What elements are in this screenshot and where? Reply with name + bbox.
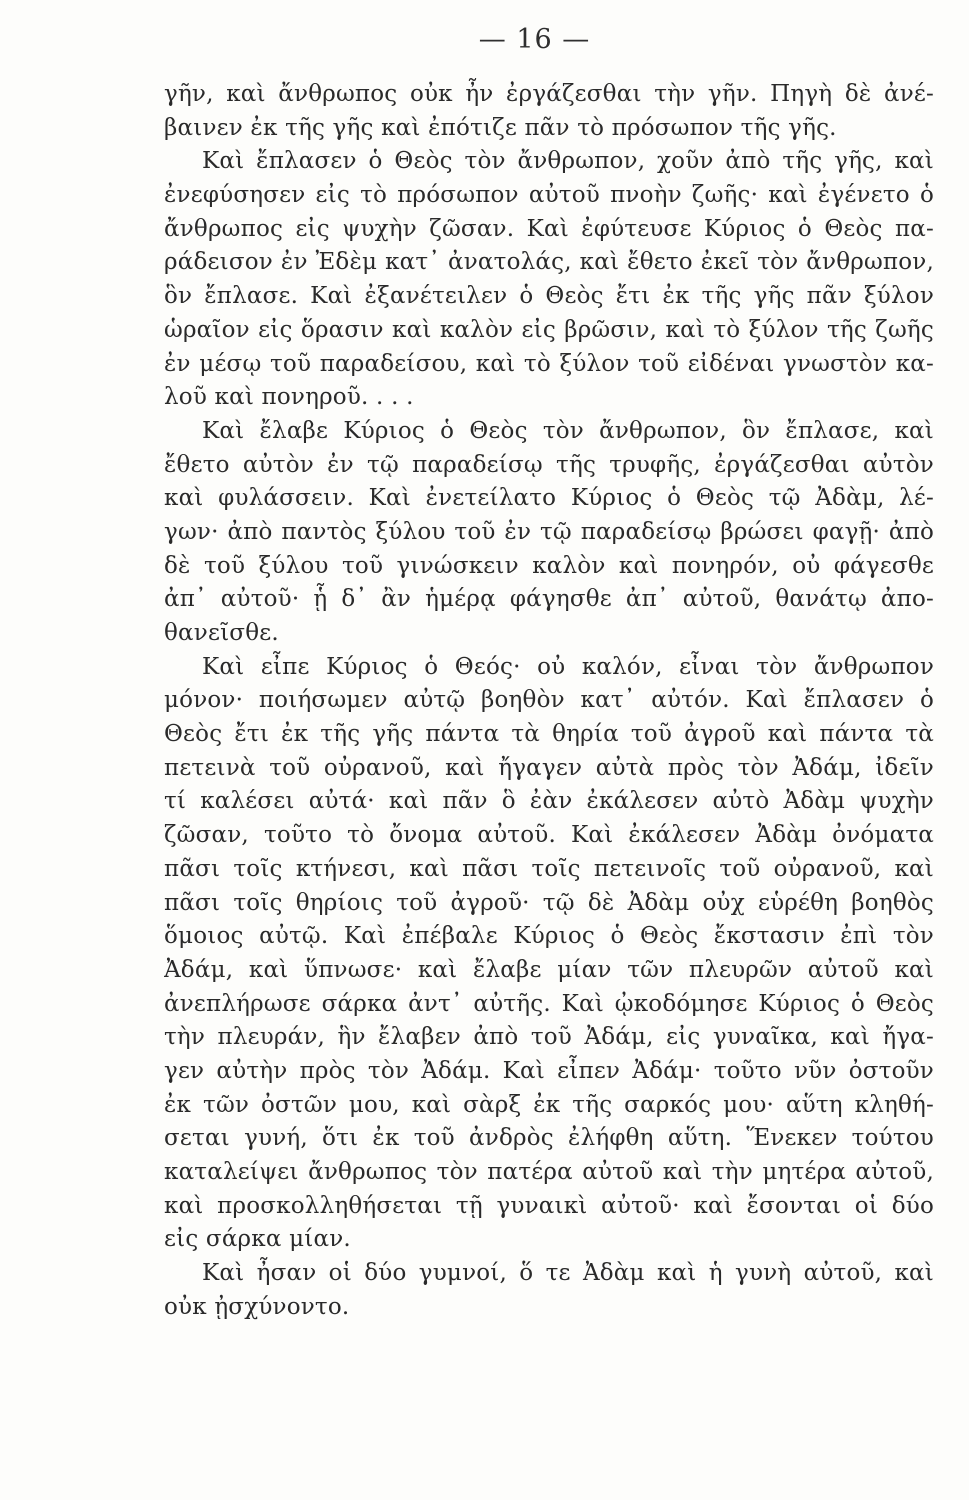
text-line: Καὶ ἦσαν οἱ δύο γυμνοί, ὅ τε Ἀδὰμ καὶ ἡ γυνὴ αὐτοῦ, καὶ bbox=[202, 1260, 934, 1287]
text-line: καταλείψει ἄνθρωπος τὸν πατέρα αὐτοῦ καὶ τὴν μητέρα αὐτοῦ, bbox=[164, 1159, 934, 1185]
text-line: τί καλέσει αὐτά· καὶ πᾶν ὃ ἐὰν ἐκάλεσεν αὐτὸ Ἀδὰμ ψυχὴν bbox=[164, 788, 934, 815]
text-line: πᾶσι τοῖς κτήνεσι, καὶ πᾶσι τοῖς πετεινοῖς τοῦ οὐρανοῦ, καὶ bbox=[164, 855, 934, 882]
text-line: γεν αὐτὴν πρὸς τὸν Ἀδάμ. Καὶ εἶπεν Ἀδάμ· τοῦτο νῦν ὀστοῦν bbox=[164, 1057, 934, 1084]
text-line: ἐνεφύσησεν εἰς τὸ πρόσωπον αὐτοῦ πνοὴν ζωῆς· καὶ ἐγένετο ὁ bbox=[164, 182, 934, 209]
text-line: ἀπ᾿ αὐτοῦ· ᾗ δ᾿ ἂν ἡμέρᾳ φάγησθε ἀπ᾿ αὐτοῦ, θανάτῳ ἀπο- bbox=[164, 586, 934, 613]
text-line: καὶ φυλάσσειν. Καὶ ἐνετείλατο Κύριος ὁ Θεὸς τῷ Ἀδὰμ, λέ- bbox=[164, 485, 934, 512]
text-line: ἔθετο αὐτὸν ἐν τῷ παραδείσῳ τῆς τρυφῆς, ἐργάζεσθαι αὐτὸν bbox=[164, 451, 934, 478]
text-line: ράδεισον ἐν Ἐδὲμ κατ᾿ ἀνατολάς, καὶ ἔθετο ἐκεῖ τὸν ἄνθρωπον, bbox=[164, 249, 934, 276]
text-line: θανεῖσθε. bbox=[164, 620, 279, 646]
text-line: Θεὸς ἔτι ἐκ τῆς γῆς πάντα τὰ θηρία τοῦ ἀγροῦ καὶ πάντα τὰ bbox=[164, 721, 934, 748]
text-line: ὃν ἔπλασε. Καὶ ἐξανέτειλεν ὁ Θεὸς ἔτι ἐκ τῆς γῆς πᾶν ξύλον bbox=[164, 283, 934, 310]
text-line: λοῦ καὶ πονηροῦ. . . . bbox=[164, 384, 414, 411]
text-line: καὶ προσκολληθήσεται τῇ γυναικὶ αὐτοῦ· καὶ ἔσονται οἱ δύο bbox=[164, 1192, 934, 1219]
text-line: Καὶ ἔπλασεν ὁ Θεὸς τὸν ἄνθρωπον, χοῦν ἀπὸ τῆς γῆς, καὶ bbox=[202, 148, 934, 175]
text-line: πετεινὰ τοῦ οὐρανοῦ, καὶ ἤγαγεν αὐτὰ πρὸς τὸν Ἀδάμ, ἰδεῖν bbox=[164, 754, 934, 781]
page-number: — 16 — bbox=[478, 24, 591, 55]
text-line: μόνον· ποιήσωμεν αὐτῷ βοηθὸν κατ᾿ αὐτόν. Καὶ ἔπλασεν ὁ bbox=[164, 687, 934, 714]
text-line: ὅμοιος αὐτῷ. Καὶ ἐπέβαλε Κύριος ὁ Θεὸς ἔκστασιν ἐπὶ τὸν bbox=[164, 923, 934, 950]
text-line: ὡραῖον εἰς ὅρασιν καὶ καλὸν εἰς βρῶσιν, καὶ τὸ ξύλον τῆς ζωῆς bbox=[164, 316, 934, 343]
text-line: γων· ἀπὸ παντὸς ξύλου τοῦ ἐν τῷ παραδείσῳ βρώσει φαγῇ· ἀπὸ bbox=[164, 518, 934, 545]
text-line: γῆν, καὶ ἄνθρωπος οὐκ ἦν ἐργάζεσθαι τὴν γῆν. Πηγὴ δὲ ἀνέ- bbox=[164, 81, 934, 107]
text-line: εἰς σάρκα μίαν. bbox=[164, 1226, 351, 1253]
page-body-text bbox=[164, 78, 934, 1324]
text-line: δὲ τοῦ ξύλου τοῦ γινώσκειν καλὸν καὶ πονηρόν, οὐ φάγεσθε bbox=[164, 552, 934, 579]
text-line: Καὶ εἶπε Κύριος ὁ Θεός· οὐ καλόν, εἶναι τὸν ἄνθρωπον bbox=[202, 653, 934, 680]
text-line: ἀνεπλήρωσε σάρκα ἀντ᾿ αὐτῆς. Καὶ ᾠκοδόμησε Κύριος ὁ Θεὸς bbox=[164, 990, 934, 1017]
text-line: ἐν μέσῳ τοῦ παραδείσου, καὶ τὸ ξύλον τοῦ εἰδέναι γνωστὸν κα- bbox=[164, 350, 934, 377]
text-line: οὐκ ᾐσχύνοντο. bbox=[164, 1293, 350, 1320]
text-line: τὴν πλευράν, ἣν ἔλαβεν ἀπὸ τοῦ Ἀδάμ, εἰς γυναῖκα, καὶ ἤγα- bbox=[164, 1024, 934, 1051]
text-line: σεται γυνή, ὅτι ἐκ τοῦ ἀνδρὸς ἐλήφθη αὕτη. Ἕνεκεν τούτου bbox=[164, 1125, 934, 1152]
text-line: Καὶ ἔλαβε Κύριος ὁ Θεὸς τὸν ἄνθρωπον, ὃν ἔπλασε, καὶ bbox=[202, 417, 934, 444]
text-line: πᾶσι τοῖς θηρίοις τοῦ ἀγροῦ· τῷ δὲ Ἀδὰμ οὐχ εὑρέθη βοηθὸς bbox=[164, 889, 934, 916]
text-line: ἄνθρωπος εἰς ψυχὴν ζῶσαν. Καὶ ἐφύτευσε Κύριος ὁ Θεὸς πα- bbox=[164, 215, 934, 242]
text-line: βαινεν ἐκ τῆς γῆς καὶ ἐπότιζε πᾶν τὸ πρόσωπον τῆς γῆς. bbox=[164, 114, 837, 141]
text-line: ζῶσαν, τοῦτο τὸ ὄνομα αὐτοῦ. Καὶ ἐκάλεσεν Ἀδὰμ ὀνόματα bbox=[164, 822, 934, 849]
text-line: Ἀδάμ, καὶ ὕπνωσε· καὶ ἔλαβε μίαν τῶν πλευρῶν αὐτοῦ καὶ bbox=[164, 956, 934, 983]
text-line: ἐκ τῶν ὀστῶν μου, καὶ σὰρξ ἐκ τῆς σαρκός μου· αὕτη κληθή- bbox=[164, 1091, 934, 1118]
